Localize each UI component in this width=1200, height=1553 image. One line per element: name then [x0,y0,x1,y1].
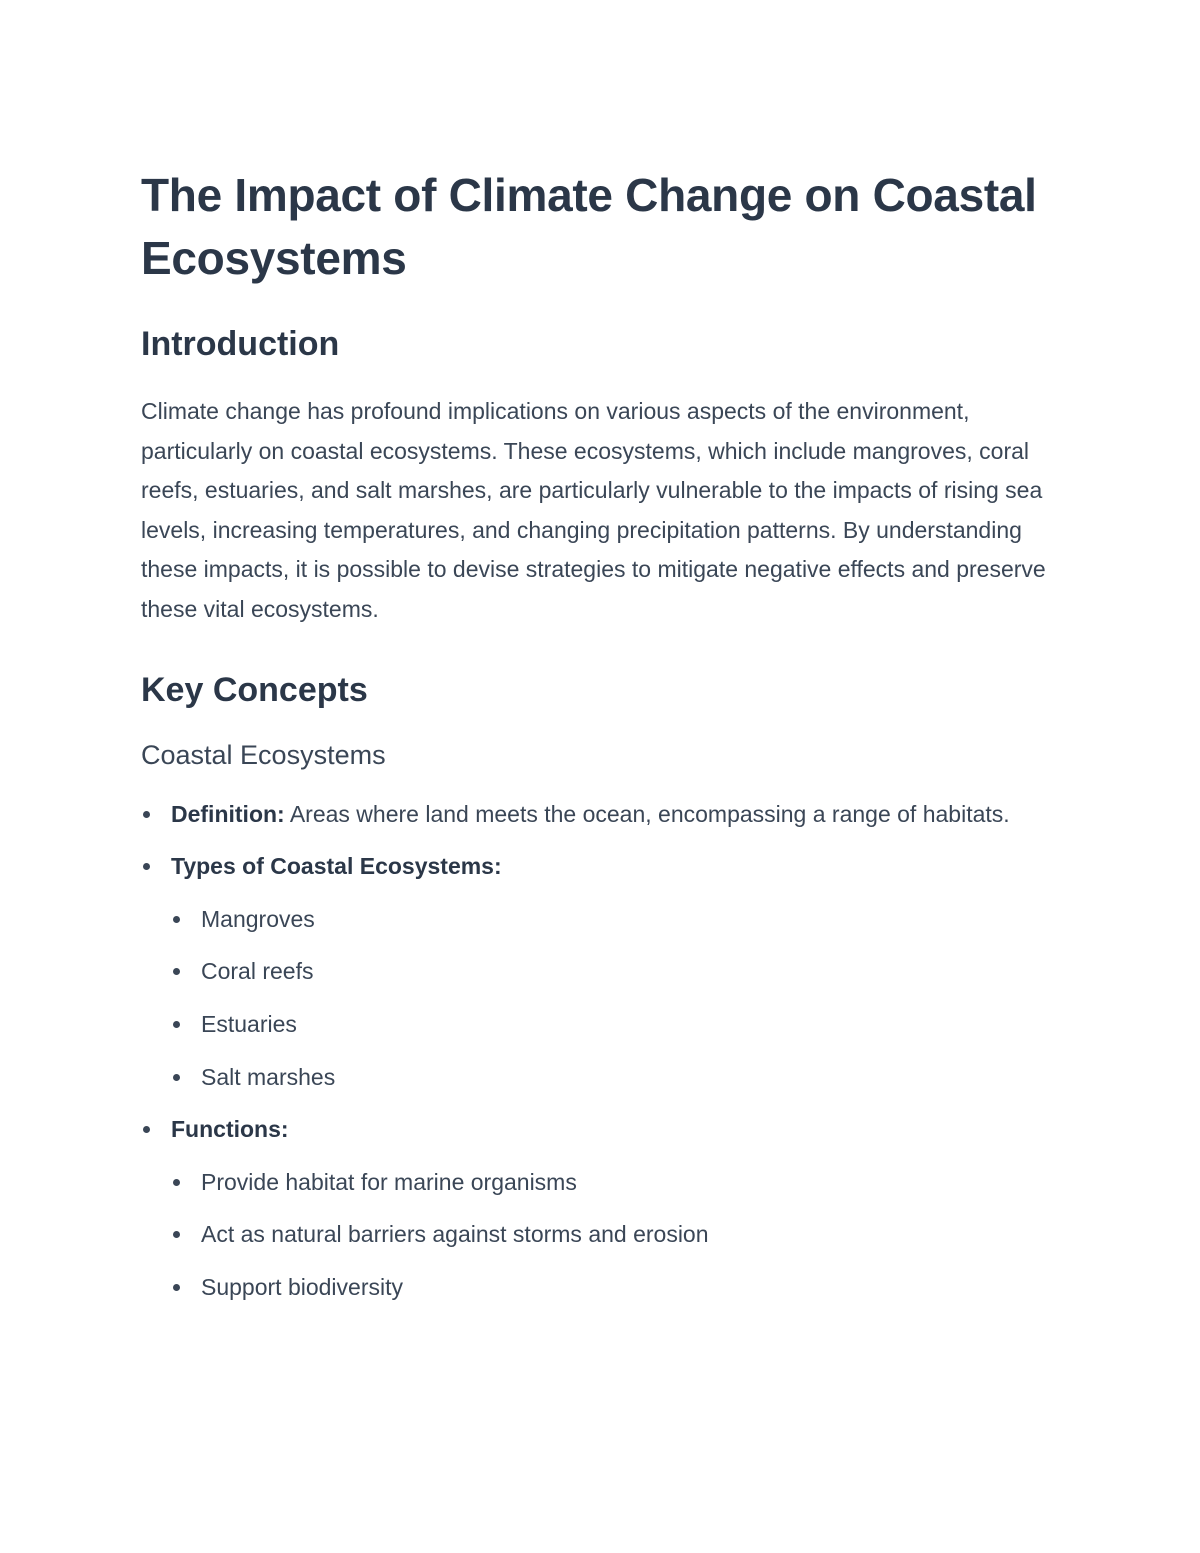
list-item [171,1005,1071,1045]
bullet-icon [143,863,150,870]
definition-text: Areas where land meets the ocean, encompassing a range of habitats. [284,800,1010,827]
bullet-icon [173,1021,180,1028]
list-item [171,1058,1071,1098]
bullet-icon [173,1074,180,1081]
list-item-text: Act as natural barriers against storms and erosion [201,1221,709,1248]
key-concepts-heading: Key Concepts [141,670,368,709]
list-item-text: Support biodiversity [201,1273,403,1300]
introduction-paragraph: Climate change has profound implications on various aspects of the environment, particularly on coastal ecosystems. These ecosystems, which include mangroves, coral reefs, estuaries, and salt marshes, are particularly vulnerable to the impacts of rising sea levels, increasing temperatures, and changing precipitation patterns. By understanding these impacts, it is possible to devise strategies to mitigate negative effects and preserve these vital ecosystems. [141,398,1046,622]
list-item [171,1215,1071,1255]
list-item [171,1268,1071,1308]
coastal-ecosystems-subheading: Coastal Ecosystems [141,739,386,770]
bullet-icon [173,968,180,975]
functions-list [171,1163,1071,1308]
introduction-heading: Introduction [141,325,340,363]
list-item-text: Estuaries [201,1010,297,1037]
list-item-text: Mangroves [201,905,315,932]
bullet-icon [143,811,150,818]
functions-label: Functions: [171,1116,289,1143]
definition-item [141,795,1071,835]
document-page [141,164,1071,1321]
list-item-text: Coral reefs [201,958,314,985]
bullet-icon [173,1284,180,1291]
types-list [171,900,1071,1097]
definition-label: Definition: [171,800,285,827]
list-item [171,1163,1071,1203]
bullet-icon [173,1231,180,1238]
types-label: Types of Coastal Ecosystems: [171,853,502,880]
document-title: The Impact of Climate Change on Coastal Ecosystems [141,169,1037,284]
functions-item [141,1110,1071,1307]
key-concepts-list [141,795,1071,1308]
list-item-text: Salt marshes [201,1063,336,1090]
bullet-icon [143,1126,150,1133]
types-item [141,847,1071,1097]
list-item [171,952,1071,992]
bullet-icon [173,1179,180,1186]
list-item-text: Provide habitat for marine organisms [201,1168,577,1195]
list-item [171,900,1071,940]
bullet-icon [173,916,180,923]
